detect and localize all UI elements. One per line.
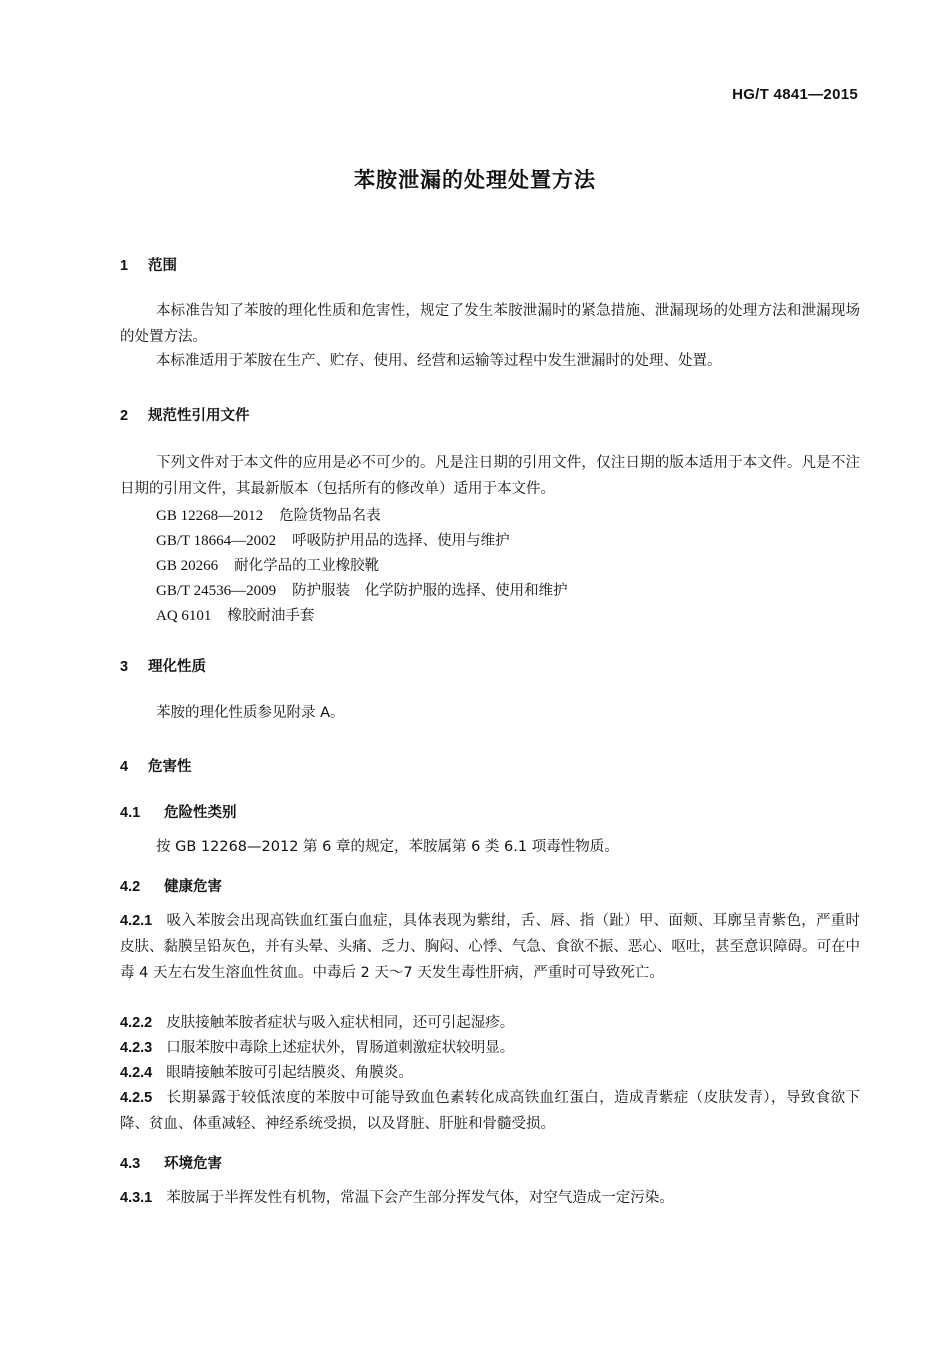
normative-reference <box>156 604 314 625</box>
clause-4-2-2 <box>120 1010 860 1036</box>
clause-text: 长期暴露于较低浓度的苯胺中可能导致血色素转化成高铁血红蛋白，造成青紫症（皮肤发青），导致食欲下降、贫血、体重减轻、神经系统受损，以及肾脏、肝脏和骨髓受损。 <box>120 1090 860 1132</box>
section-number: 2 <box>120 408 129 424</box>
standard-code: HG/T 4841—2015 <box>732 86 858 103</box>
clause-4-2-4 <box>120 1060 860 1086</box>
reference-name: 耐化学品的工业橡胶靴 <box>234 558 380 574</box>
normative-reference <box>156 504 381 525</box>
subsection-title: 健康危害 <box>164 879 222 895</box>
section-2-heading <box>120 404 250 425</box>
reference-code: GB/T 18664—2002 <box>156 533 277 549</box>
clause-text: 苯胺属于半挥发性有机物，常温下会产生部分挥发气体，对空气造成一定污染。 <box>166 1190 674 1206</box>
section-number: 4 <box>120 759 129 775</box>
subsection-title: 环境危害 <box>164 1156 222 1172</box>
clause-text: 眼睛接触苯胺可引起结膜炎、角膜炎。 <box>166 1065 413 1081</box>
subsection-4-1-paragraph: 按 GB 12268—2012 第 6 章的规定，苯胺属第 6 类 6.1 项毒性物质。 <box>156 839 619 855</box>
clause-number: 4.2.3 <box>120 1040 153 1056</box>
clause-4-3-1 <box>120 1185 860 1211</box>
clause-text: 皮肤接触苯胺者症状与吸入症状相同，还可引起湿疹。 <box>166 1015 515 1031</box>
reference-name: 呼吸防护用品的选择、使用与维护 <box>292 533 510 549</box>
clause-text: 口服苯胺中毒除上述症状外，胃肠道刺激症状较明显。 <box>166 1040 515 1056</box>
reference-code: GB/T 24536—2009 <box>156 583 277 599</box>
section-1-paragraph-2: 本标准适用于苯胺在生产、贮存、使用、经营和运输等过程中发生泄漏时的处理、处置。 <box>156 353 722 369</box>
clause-number: 4.2.4 <box>120 1065 153 1081</box>
reference-code: AQ 6101 <box>156 608 212 624</box>
clause-number: 4.2.5 <box>120 1090 153 1106</box>
section-4-heading <box>120 755 192 776</box>
subsection-number: 4.2 <box>120 879 141 895</box>
clause-4-2-1 <box>120 908 860 986</box>
section-1-heading <box>120 254 177 275</box>
section-3-heading <box>120 655 206 676</box>
section-1-paragraph-1: 本标准告知了苯胺的理化性质和危害性，规定了发生苯胺泄漏时的紧急措施、泄漏现场的处理方法和泄漏现场的处置方法。 <box>120 303 860 345</box>
subsection-title: 危险性类别 <box>164 805 237 821</box>
subsection-4-3-heading <box>120 1152 222 1173</box>
section-title: 理化性质 <box>148 659 206 675</box>
subsection-number: 4.3 <box>120 1156 141 1172</box>
clause-4-2-5 <box>120 1085 860 1137</box>
reference-name: 危险货物品名表 <box>279 508 381 524</box>
section-title: 范围 <box>148 258 177 274</box>
reference-code: GB 20266 <box>156 558 219 574</box>
clause-number: 4.2.1 <box>120 913 153 929</box>
reference-name: 橡胶耐油手套 <box>227 608 315 624</box>
subsection-4-2-heading <box>120 875 222 896</box>
section-title: 危害性 <box>148 759 192 775</box>
normative-reference <box>156 529 510 550</box>
reference-code: GB 12268—2012 <box>156 508 264 524</box>
section-number: 3 <box>120 659 129 675</box>
clause-text: 吸入苯胺会出现高铁血红蛋白血症，具体表现为紫绀，舌、唇、指（趾）甲、面颊、耳廓呈青紫色，严重时皮肤、黏膜呈铅灰色，并有头晕、头痛、乏力、胸闷、心悸、气急、食欲不振、恶心、呕吐，甚至意识障碍。可在中毒 4 天左右发生溶血性贫血。中毒后 2 天～7 天发生毒性肝病，严重时可导致死亡。 <box>120 913 860 981</box>
normative-reference <box>156 554 379 575</box>
clause-number: 4.3.1 <box>120 1190 153 1206</box>
reference-name: 防护服装 化学防护服的选择、使用和维护 <box>292 583 568 599</box>
normative-reference <box>156 579 568 600</box>
section-2-paragraph-1: 下列文件对于本文件的应用是必不可少的。凡是注日期的引用文件，仅注日期的版本适用于本文件。凡是不注日期的引用文件，其最新版本（包括所有的修改单）适用于本文件。 <box>120 455 860 497</box>
subsection-4-1-heading <box>120 801 237 822</box>
section-number: 1 <box>120 258 129 274</box>
section-3-paragraph-1: 苯胺的理化性质参见附录 A。 <box>156 705 345 721</box>
section-title: 规范性引用文件 <box>148 408 250 424</box>
page-title: 苯胺泄漏的处理处置方法 <box>354 168 596 192</box>
clause-4-2-3 <box>120 1035 860 1061</box>
subsection-number: 4.1 <box>120 805 141 821</box>
clause-number: 4.2.2 <box>120 1015 153 1031</box>
